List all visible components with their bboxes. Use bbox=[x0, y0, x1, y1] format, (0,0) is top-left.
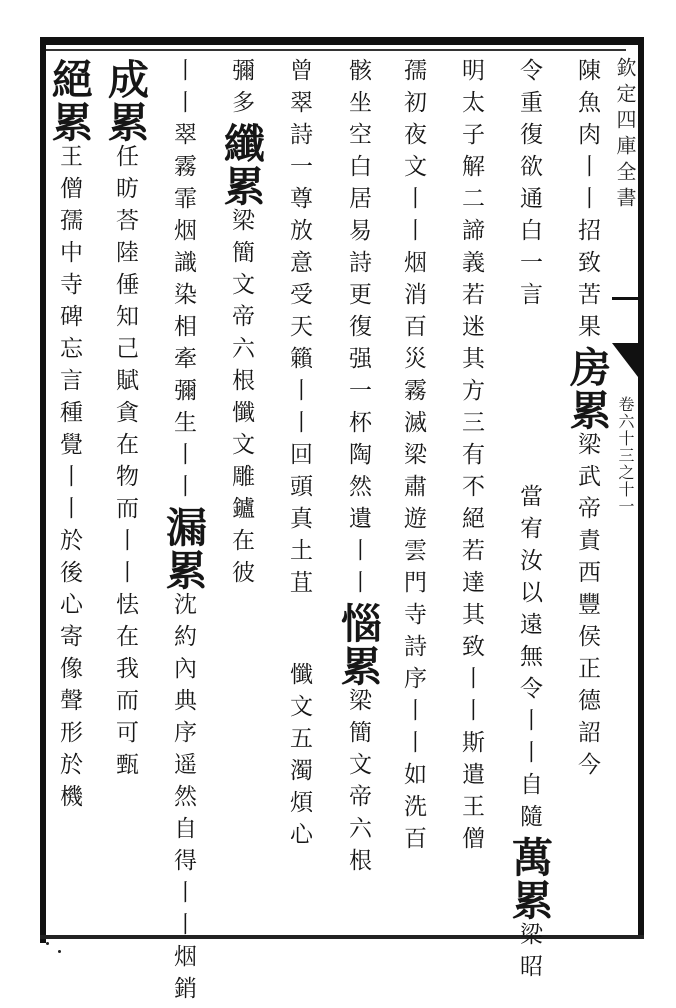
entry-note: 當宥汝以遠無令丨丨自隨 bbox=[516, 484, 542, 836]
entry-heading: 纖累 bbox=[217, 122, 265, 208]
entry-heading: 絕累 bbox=[45, 58, 93, 144]
text-column-2 bbox=[500, 58, 558, 986]
fore-edge-title: 欽定四庫全書 bbox=[613, 57, 637, 213]
frame-top-rule bbox=[40, 37, 644, 45]
column-text: 令重復欲通白一言 bbox=[516, 58, 542, 314]
text-column-10 bbox=[46, 58, 98, 928]
entry-note: 梁簡文帝六根 bbox=[345, 688, 371, 880]
fore-edge-juan: 卷六十三之十一 bbox=[616, 396, 635, 515]
entry-note: 梁昭 bbox=[516, 922, 542, 986]
text-column-3 bbox=[442, 58, 500, 928]
entry-note: 沈約內典序遥然自得丨丨烟銷 bbox=[170, 592, 196, 1008]
column-text: 曾翠詩一尊放意受天籟丨丨回頭真土苴 bbox=[286, 58, 312, 602]
column-text: 陳魚肉丨丨招致苦果 bbox=[574, 58, 600, 346]
column-text: 明太子解二諦義若迷其方三有不絕若達其致丨丨斯遣王僧 bbox=[458, 58, 484, 858]
entry-note: 懺文五濁煩心 bbox=[286, 662, 312, 854]
column-text: 彌多 bbox=[228, 58, 254, 122]
entry-heading: 萬累 bbox=[505, 836, 553, 922]
entry-heading: 漏累 bbox=[159, 506, 207, 592]
text-column-1 bbox=[558, 58, 616, 928]
column-text: 丨丨翠霧霏烟識染相牽彌生丨丨 bbox=[170, 58, 196, 506]
frame-right-rule bbox=[638, 37, 644, 939]
frame-inner-rule bbox=[46, 49, 626, 51]
speck bbox=[58, 950, 61, 953]
column-text: 孺初夜文丨丨烟消百災霧滅梁肅遊雲門寺詩序丨丨如洗百 bbox=[400, 58, 426, 858]
text-column-9 bbox=[96, 58, 154, 928]
speck bbox=[46, 942, 49, 945]
entry-note: 梁武帝責西豐侯正德詔今 bbox=[574, 432, 600, 784]
text-column-6 bbox=[270, 58, 328, 928]
frame-bottom-rule bbox=[40, 935, 644, 939]
entry-note: 任昉荅陸倕知己賦貪在物而丨丨怯在我而可甄 bbox=[112, 144, 138, 784]
text-column-5 bbox=[329, 58, 387, 928]
text-column-7 bbox=[212, 58, 270, 928]
text-column-8 bbox=[154, 58, 212, 1008]
entry-heading: 房累 bbox=[563, 346, 611, 432]
entry-heading: 惱累 bbox=[334, 602, 382, 688]
entry-note: 王僧孺中寺碑忘言種覺丨丨於後心寄像聲形於機 bbox=[56, 144, 82, 816]
column-text: 骸坐空白居易詩更復强一杯陶然遺丨丨 bbox=[345, 58, 371, 602]
entry-heading: 成累 bbox=[101, 58, 149, 144]
entry-note: 梁簡文帝六根懺文雕鑪在彼 bbox=[228, 208, 254, 592]
scan-specks bbox=[44, 940, 74, 960]
text-column-4 bbox=[384, 58, 442, 928]
